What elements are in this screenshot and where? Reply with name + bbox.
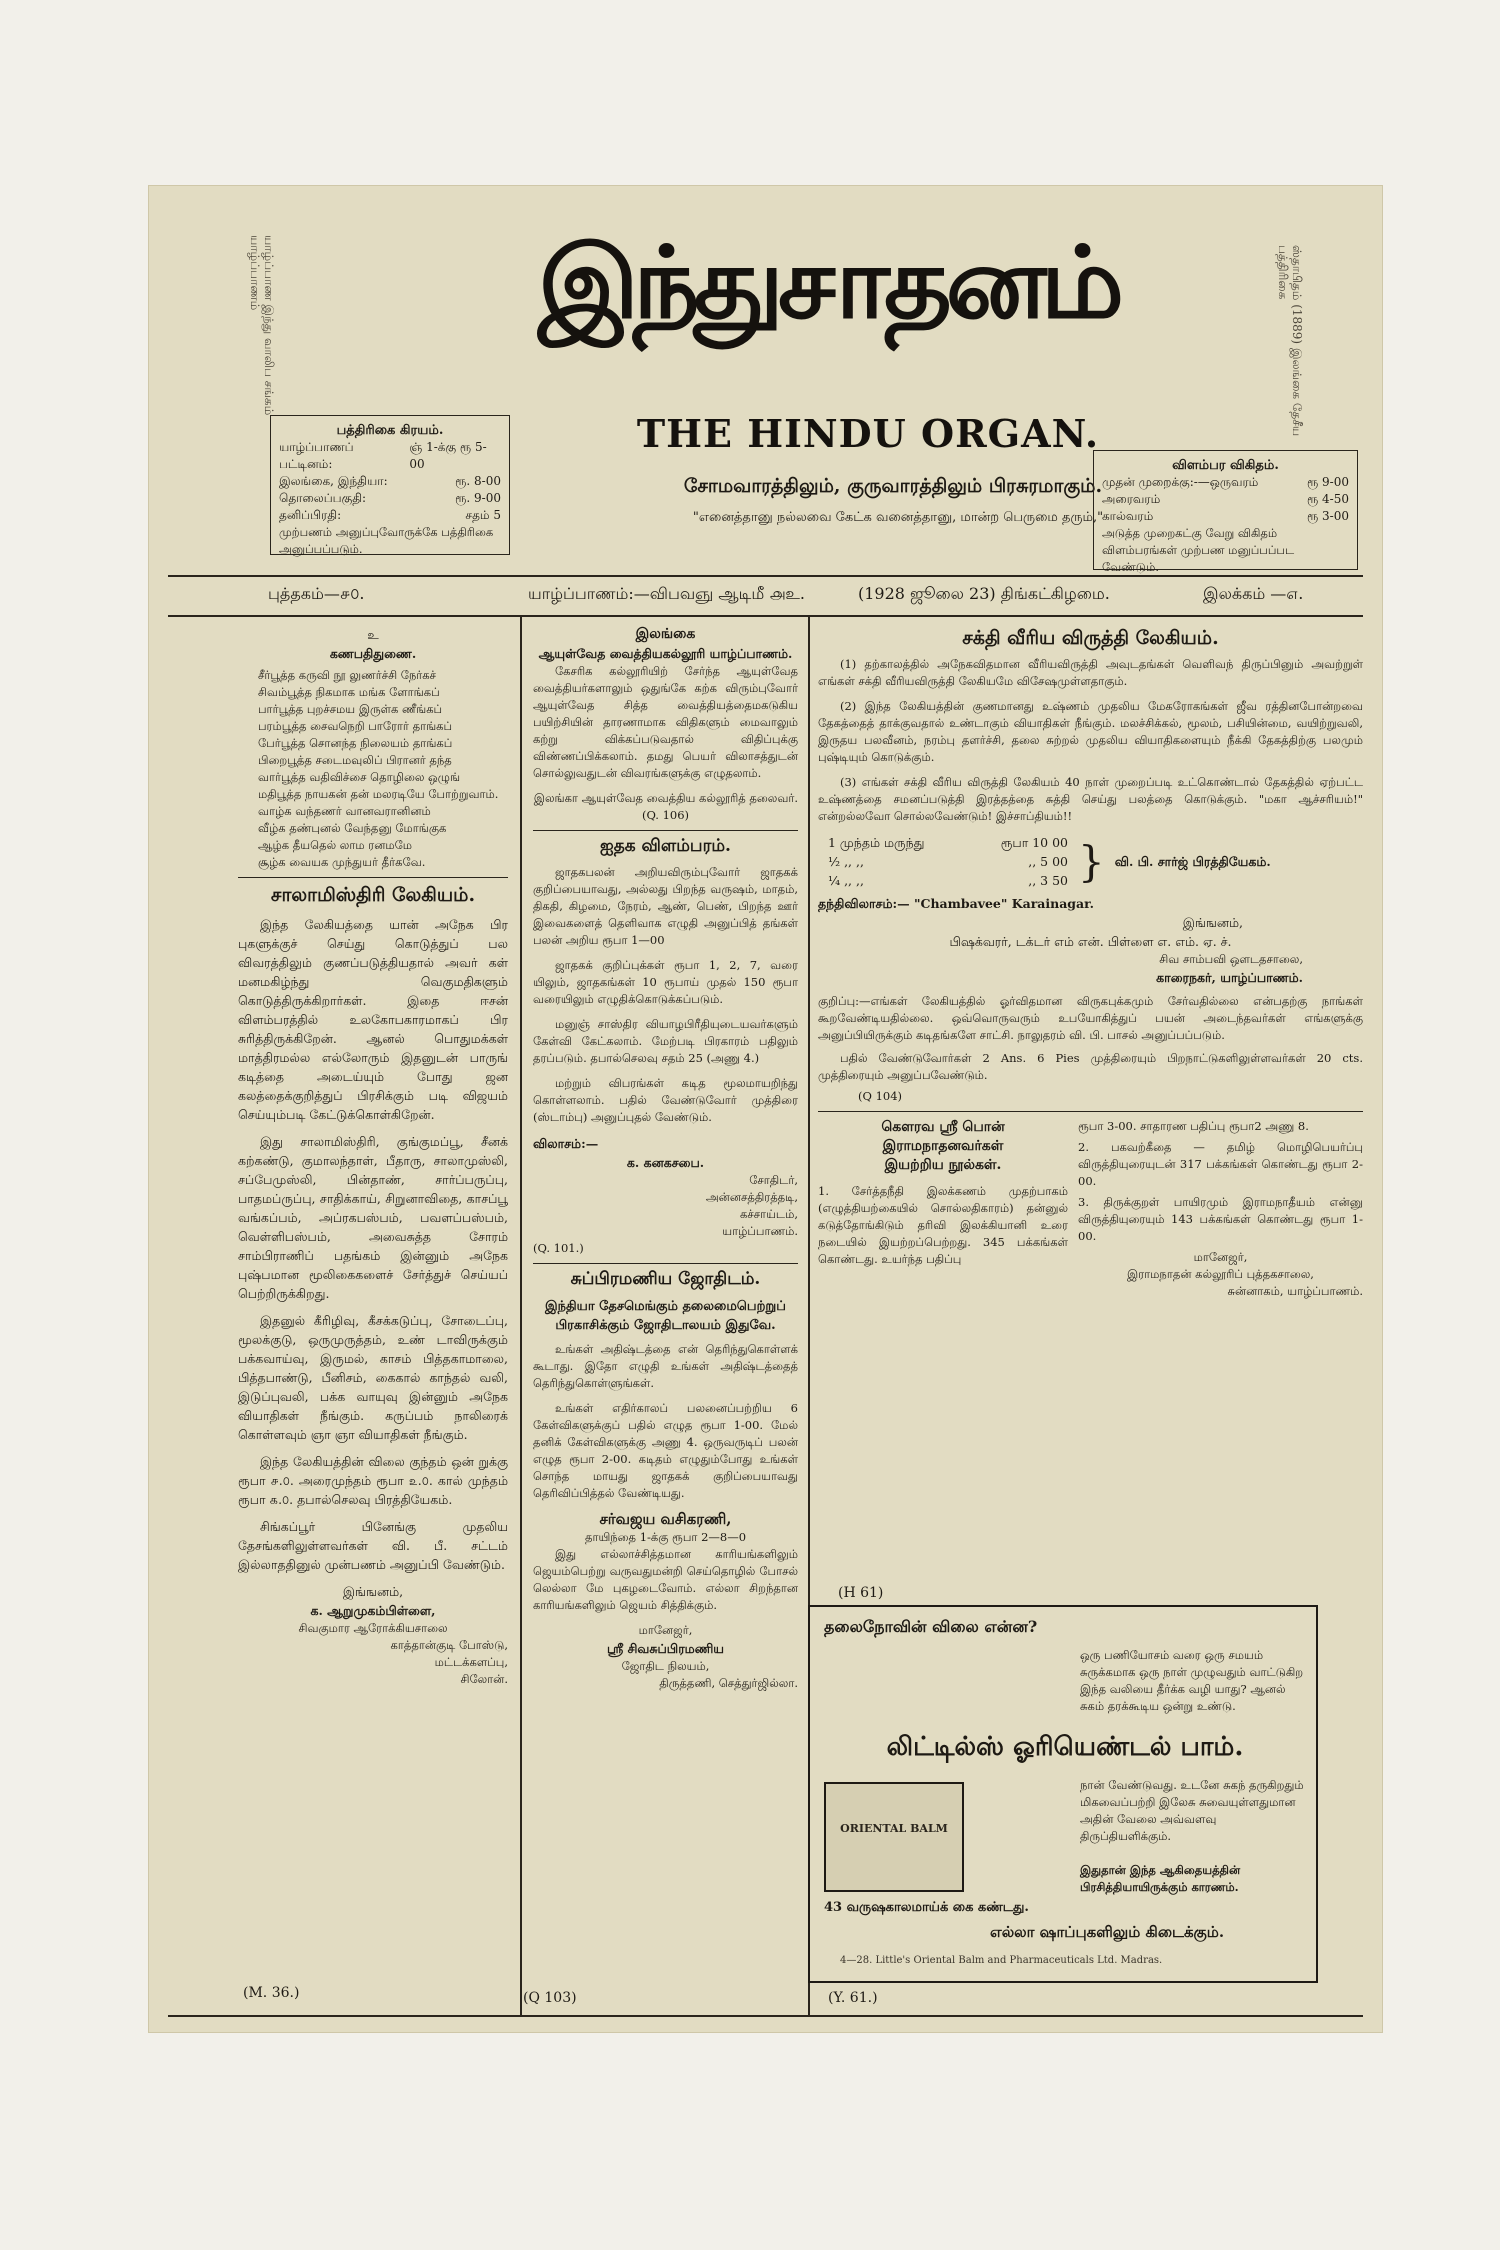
volume-number: புத்தகம்—௪௦. [268,584,365,603]
place-date-tamil: யாழ்ப்பாணம்:—விபவஞு ஆடிமீ ௮உ. [528,584,805,603]
sakthi-heading: சக்தி வீரிய விருத்தி லேகியம். [962,627,1219,649]
advert-text: நான் வேண்டுவது. உடனே சுகந் தருகிறதும் மிகவைப்பற்றி இலேசு சுவையுள்ளதுமான அதின் வேலை அவ்வளவு திருப்தியளிக்கும். [1080,1778,1304,1843]
oriental-balm-advert [808,1605,1318,1983]
jathaka-paragraph: ஜாதகபலன் அறியவிரும்புவோர் ஜாதகக் குறிப்பையாவது, அல்லது பிறந்த வருஷம், மாதம், திகதி, கிழமை, நேரம், ஆண், பெண், பிறந்த ஊர் இவைகளைத் தெளிவாக எழுதி அனுப்பித் தங்கள் பலன் அறிய ரூபா 1—00 [533,865,798,947]
signature-line: சிவகுமார ஆரோக்கியசாலை [298,1621,448,1635]
signature-line: இங்ஙனம், [1182,915,1243,930]
salamisri-heading: சாலாமிஸ்திரி லேகியம். [270,884,476,906]
masthead-title: இந்துசாதனம் [537,224,1119,341]
jathaka-paragraph: ஜாதகக் குறிப்புக்கள் ரூபா 1, 2, 7, வரை யிலும், ஜாதகங்கள் 10 ரூபாய் முதல் 150 ரூபா வரையிலும் எழுதிக்கொடுக்கப்படும். [533,958,798,1006]
price-note: வி. பி. சார்ஜ் பிரத்தியேகம். [1114,854,1271,869]
subramanya-paragraph: உங்கள் எதிர்காலப் பலனைப்பற்றிய 6 கேள்விகளுக்குப் பதில் எழுத ரூபா 1-00. மேல் தனிக் கேள்விகளுக்கு அணு 4. ஒருவருடிப் பலன் எழுத ரூபா 2-00. கடிதம் எழுதும்போது உங்கள் சொந்த மாயது ஜாதகக் குறிப்பையாவது தெரிவிப்பித்தல் வேண்டியது. [533,1401,798,1500]
advert-text: இதுதான் இந்த ஆகிதையத்தின் பிரசித்தியாயிருக்கும் காரணம். [1080,1863,1241,1894]
book-entry: ரூபா 3-00. சாதாரண பதிப்பு ரூபா2 அணு 8. [1078,1119,1309,1133]
advert-title: லிட்டில்ஸ் ஓரியெண்டல் பாம். [886,1732,1244,1762]
article-paragraph: சிங்கப்பூர் பினேங்கு முதலிய தேசங்களிலுள்ளவர்கள் வி. பீ. சட்டம் இல்லாததினுல் முன்பணம் அனுப்பி வேண்டும். [238,1519,508,1572]
issue-number: இலக்கம் —௭. [1203,584,1304,603]
subscription-row: யாழ்ப்பாணப் பட்டினம்: ஞ் 1-க்கு ரூ 5-00 [279,440,487,471]
telegram-address: தந்திவிலாசம்:— "Chambavee" Karainagar. [818,896,1094,911]
bottom-rule [168,2015,1363,2017]
brace-glyph: } [1078,836,1105,886]
subramanya-heading: சுப்பிரமணிய ஜோதிடம். [570,1269,761,1289]
advert-question: தலைநோவின் விலை என்ன? [824,1617,1038,1636]
column-1 [238,625,508,1688]
section-rule [238,877,508,878]
book-entry: 1. சேர்த்தநீதி இலக்கணம் முதற்பாகம் (எழுத்தியற்கையில் சொல்லதிகாரம்) தன்னுல் கடுத்தோங்கிடும் தரிவி இலக்கியானி உரை நடையில் இயற்றப்பெற்றது. 345 பக்கங்கள் கொண்டது. உயர்ந்த பதிப்பு [818,1184,1068,1266]
signature-line: இராமநாதன் கல்லூரிப் புத்தகசாலை, [1127,1267,1314,1281]
lanka-title: இலங்கை [635,626,696,642]
sarvajaya-text: இது எல்லாச்சித்தமான காரியங்களிலும் ஜெயம்பெற்று வருவதுமன்றி செய்தொழில் போசல் லெல்லா மே புகழடைவோம். எல்லா சிறந்தான காரியங்களிலும் ஜெயம் சித்திக்கும். [533,1547,798,1612]
advert-rates-box [1093,450,1358,574]
signature-name: ஸ்ரீ சிவசுப்பிரமணிய [606,1641,725,1656]
books-advert [818,1118,1363,1300]
address-line: சோதிடர், [749,1173,798,1187]
signature-line: காரைநகர், யாழ்ப்பாணம். [1156,970,1303,985]
masthead-english-title: THE HINDU ORGAN. [636,411,1100,456]
masthead-subtitle: சோமவாரத்திலும், குருவாரத்திலும் பிரசுரமாகும். [683,475,1103,497]
address-line: அன்னசத்திரத்தடி, [705,1190,798,1204]
ad-reference: (Y. 61.) [828,1990,878,2006]
signature-line: மானேஜர், [1193,1250,1248,1264]
article-paragraph: இதனுல் கீரிழிவு, கீசக்கடுப்பு, சோடைப்பு, மூலக்குடு, ஒருமுருத்தம், உண் டாவிருக்கும் பக்கவாய்வு, இருமல், காசம் பித்தகாமாலை, பித்தபாண்டு, பீனிசம், கைகால் காந்தல் வலி, இடுப்புவலி, பக்க வாயுவு இன்னும் அநேக வியாதிகள் நீங்கும். கருப்பம் நாலிரைக் கொள்ளவும் ஞா ஞா வியாதிகள் நீங்கும். [238,1313,508,1442]
advert-availability: எல்லா ஷாப்புகளிலும் கிடைக்கும். [990,1923,1225,1941]
jathaka-heading: ஐதக விளம்பரம். [600,836,731,856]
signature-line: மட்டக்களப்பு, [434,1655,508,1669]
subscription-row: தொலைப்பகுதி: ரூ. 9-00 [279,491,501,505]
section-rule [818,1111,1363,1112]
dateline-rule [168,615,1363,617]
dateline [168,580,1363,614]
address-line: கச்சாய்டம், [739,1207,798,1221]
column-2 [533,625,798,1692]
ad-reference: (Q 103) [523,1990,577,2006]
subscription-row: தனிப்பிரதி: சதம் 5 [279,508,501,522]
article-paragraph: இந்த லேகியத்தை யான் அநேக பிர புகளுக்குச் செய்து கொடுத்துப் பல விவரத்திலும் குணப்படுத்தியதால் அவர் கள் மனமகிழ்ந்து வெகுமதிகளும் கொடுத்திருக்கிறார்கள். இதை ஈசன் விளம்பரத்தில் உலகோபகாரமாகப் பிர சுரித்திருக்கிறேன். ஆனல் பொதுமக்கள் மாத்திரமல்ல எல்லோரும் இதனுடன் பாருங் கடித்தை அடைய்யும் போது ஜன கலத்தைக்குறித்துப் பிரசிக்கும் படி விஜயம் செய்யும்படி கேட்டுக்கொள்கிறேன். [238,917,508,1122]
ad-reference: (Q. 101.) [533,1241,584,1255]
subscription-row: இலங்கை, இந்தியா: ரூ. 8-00 [279,474,501,488]
balm-tin-image: ORIENTAL BALM [824,1782,964,1892]
advert-rates-title: விளம்பர விகிதம். [1172,458,1279,473]
subscription-box [270,415,510,555]
article-paragraph: இது சாலாமிஸ்திரி, குங்குமப்பூ, சீனக் கற்கண்டு, குமாலந்தாள், பீதாரு, சாலாமுஸ்லி, சப்பேமுஸ்லி, பின்தாண், சார்ப்பருப்பு, பாதமப்ருப்பு, சாதிக்காய், சிறுனாவிதை, காசப்பூ வங்கப்பம், அப்ரகபஸ்பம், பவளப்பஸ்பம், வெள்ளிபஸ்பம், அவைசுத்த சோரம் சாம்பிராணிப் பதங்கம் இன்னும் அநேக புஷ்பமான மூலிகைகளைச் சேர்த்துச் செய்யப் பெற்றிருக்கிறது. [238,1134,508,1301]
sakthi-paragraph: (2) இந்த லேகியத்தின் குணமானது உஷ்ணம் முதலிய மேகரோகங்கள் ஜீவ ரத்தினபோன்றவை தேகத்தைத் தாக்குவதால் உண்டாகும் வியாதிகள் நீங்கும். மலச்சிக்கல், மூலம், பசியின்மை, வயிற்றுவலி, இருதய பலவீனம், நரம்பு தளர்ச்சி, தலை சுற்றல் முதலிய வியாதிகளையும் நீக்கி தேகத்திற்கு பலமும் புஷ்டியும் கொடுக்கும். [818,699,1363,764]
books-title: இராமநாதனவர்கள் [882,1138,1004,1154]
invocation-verse: சீர்பூத்த கருவி நூ லுணர்ச்சி நேர்கச் சிவம்பூத்த நிகமாக மங்க ளோங்கப் பார்பூத்த புறச்சமய இருள்க ணீங்கப் பரம்பூத்த சைவநெறி பாரோர் தாங்கப் பேர்பூத்த சொனந்த நிலையம் தாங்கப் பிறைபூத்த சடைமவுலிப் பிரானர் தந்த வார்பூத்த வதிவிச்சை தொழிலை ஒழுங் மதிபூத்த நாயகன் தன் மலரடியே போற்றுவாம். வாழ்க வந்தணர் வானவரானினம் வீழ்க தண்புனல் வேந்தனு மோங்குக ஆழ்க தீயதெல் லாம ரனமமே சூழ்க வையக முந்துயர் தீர்கவே. [258,668,499,869]
price-row: ½ ,, ,, ,, 5 00 [828,854,1068,869]
masthead-rule [168,575,1363,577]
article-paragraph: இந்த லேகியத்தின் விலை குந்தம் ஒன் றுக்கு ரூபா ௪.௦. அரைமுந்தம் ரூபா ௨.௦. கால் முந்தம் ரூபா ௧.௦. தபால்செலவு பிரத்தியேகம். [238,1454,508,1507]
jathaka-paragraph: மனுஞ் சாஸ்திர வியாழபிரீதியுடையவர்களும் கேள்வி கேட்கலாம். மேற்படி பிரகாரம் பதிலும் தரப்படும். தபால்செலவு சதம் 25 (அணு 4.) [533,1017,798,1065]
price-row: 1 முந்தம் மருந்து ரூபா 10 00 [828,835,1068,850]
issue-date: (1928 ஜூலை 23) திங்கட்கிழமை. [858,584,1110,603]
note-paragraph: பதில் வேண்டுவோர்கள் 2 Ans. 6 Pies முத்திரையும் பிறநாட்டுகளிலுள்ளவர்கள் 20 cts. முத்திரையும் அனுப்பவேண்டும். [818,1051,1363,1082]
advert-rates-note: அடுத்த முறைகட்கு வேறு விகிதம் விளம்பரங்கள் முற்பண மனுப்பப்பட வேண்டும். [1102,526,1295,574]
sarvajaya-price: தாயிந்தை 1-க்கு ரூபா 2—8—0 [584,1530,747,1544]
books-title: கௌரவ ஸ்ரீ பொன் [881,1119,1005,1135]
address-name: க. கனகசபை. [626,1155,705,1170]
signature-line: மானேஜர், [638,1623,693,1637]
advert-rate-row: கால்வரம் ரூ 3-00 [1102,509,1349,523]
column-3 [818,625,1363,1300]
sakthi-paragraph: (1) தற்காலத்தில் அநேகவிதமான வீரியவிருத்தி அவுடதங்கள் வெளிவந் திருப்பினும் அவற்றுள் எங்கள் சக்தி வீரியவிருத்தி லேகியமே விசேஷமுள்ளதாகும். [818,657,1363,688]
signature-line: இங்ஙனம், [342,1584,404,1599]
sakthi-paragraph: (3) எங்கள் சக்தி வீரிய விருத்தி லேகியம் 40 நாள் முறைப்படி உட்கொண்டால் தேகத்தில் ஏற்பட்ட உஷ்ணத்தை சமனப்படுத்தி இரத்தத்தை சுத்தி செய்து பலத்தை கொடுக்கும். "மகா ஆச்சரியம்!" என்றல்லவோ சொல்லவேண்டும்! இச்சாப்தியம்!! [818,775,1363,823]
masthead-motto: "எனைத்தானு நல்லவை கேட்க வனைத்தானு, மான்ற பெருமை தரும்," [692,510,1104,525]
lanka-subtitle: ஆயுள்வேத வைத்தியகல்லூரி யாழ்ப்பாணம். [538,646,793,661]
advert-question-text: ஒரு பணியோசம் வரை ஒரு சமயம் சுருக்கமாக ஒரு நாள் முழுவதும் வாட்டுகிற இந்த வலியை தீர்க்க வழி யாது? ஆனல் சுகம் தரக்கூடிய ஒன்று உண்டு. [1080,1648,1304,1713]
jathaka-paragraph: மற்றும் விபரங்கள் கடித மூலமாயறிந்து கொள்ளலாம். பதில் வேண்டுவோர் முத்திரை (ஸ்டாம்பு) அனுப்புதல் வேண்டும். [533,1076,798,1124]
address-line: யாழ்ப்பாணம். [722,1224,798,1238]
sarvajaya-heading: சர்வஜய வசிகரணி, [599,1510,732,1528]
ad-reference: (H 61) [838,1585,884,1601]
signature-line: காத்தான்குடி போஸ்டு, [390,1638,508,1652]
signature-line: ஜோதிட நிலயம், [621,1659,710,1673]
advert-rate-row: அரைவரம் ரூ 4-50 [1102,492,1349,506]
advert-rate-row: முதன் முறைக்கு:-—ஒருவரம் ரூ 9-00 [1102,475,1349,489]
price-row: ¼ ,, ,, ,, 3 50 [828,873,1068,888]
ad-reference: (M. 36.) [243,1985,300,2001]
price-list [828,833,1363,890]
lanka-text: கேசரிக கல்லூரியிற் சேர்ந்த ஆயுள்வேத வைத்தியர்களாலும் ஒதுங்கே கற்க விரும்புவோர் ஆயுள்வேத சித்த வைத்தியத்தைமகடுகிய பயிற்சியின் தாரணாமாக விதிகளும் மைவாலும் கற்று விக்கப்படுவதால் விதிப்புக்கு விண்ணப்பிக்கலாம். தமது பெயர் விலாசத்துடன் சொல்லுவதுடன் விவரங்களுக்கு எழுதலாம். [533,664,798,780]
note-paragraph: குறிப்பு:—எங்கள் லேகியத்தில் ஓர்விதமான விருகபுக்கமும் சேர்வதில்லை என்பதற்கு நாங்கள் கூறவேண்டியதில்லை. ஒவ்வொருவரும் உபயோகித்துப் பயன் அடைந்தவர்கள் எங்களுக்கு அனுப்பியிருக்கும் கடிதங்களே சாட்சி. நாலுதரம் வி. பி. பாசல் அனுப்பப்படும். [818,994,1363,1042]
books-title: இயற்றிய நூல்கள். [884,1157,1002,1173]
ad-reference: (Q 104) [858,1089,903,1103]
newspaper-page [148,185,1383,2033]
subscription-title: பத்திரிகை கிரயம். [336,423,444,438]
signature-line: திருத்தணி, செத்துர்ஜில்லா. [659,1676,798,1690]
right-margin-text: ஸ்தாபிதம் (1889) இலங்கை தேசீய பத்திரிகை [1276,245,1304,437]
signature-line: சிவ சாம்பவி ஒளடதசாலை, [1159,952,1303,966]
column-divider [520,617,522,2017]
advert-footer: 4—28. Little's Oriental Balm and Pharmaceuticals Ltd. Madras. [840,1955,1163,1966]
signature-name: க. ஆறுமுகம்பிள்ளை, [310,1603,436,1618]
advert-years: 43 வருஷகாலமாய்க் கை கண்டது. [824,1900,1029,1915]
subscription-note: முற்பணம் அனுப்புவோருக்கே பத்திரிகை அனுப்பப்படும். [279,525,494,556]
subramanya-subheading: இந்தியா தேசமெங்கும் தலைமைபெற்றுப் பிரகாசிக்கும் ஜோதிடாலயம் இதுவே. [545,1299,786,1333]
section-rule [533,830,798,831]
address-label: விலாசம்:— [533,1136,599,1151]
invocation-text: கணபதிதுணை. [329,646,417,661]
signature-line: சுன்னாகம், யாழ்ப்பாணம். [1227,1284,1363,1298]
lanka-signature: இலங்கா ஆயுள்வேத வைத்திய கல்லூரித் தலைவர். [533,791,798,805]
book-entry: 3. திருக்குறள் பாயிரமும் இராமநாதீயம் என்னு விருத்தியுரையும் 143 பக்கங்கள் கொண்டது ரூபா 1-00. [1078,1195,1363,1243]
subramanya-paragraph: உங்கள் அதிஷ்டத்தை என் தெரிந்துகொள்ளக் கூடாது. இதோ எழுதி உங்கள் அதிஷ்டத்தைத் தெரிந்துகொள்ளுங்கள். [533,1342,798,1390]
invocation-symbol: உ [367,627,379,642]
section-rule [533,1263,798,1264]
signature-name: பிஷக்வரர், டக்டர் எம் என். பிள்ளை எ. எம். ஏ. ச். [949,934,1232,949]
signature-line: சிலோன். [460,1672,508,1686]
book-entry: 2. பகவற்கீதை — தமிழ் மொழிபெயர்ப்பு விருத்தியுரையுடன் 317 பக்கங்கள் கொண்டது ரூபா 2-00. [1078,1140,1363,1188]
left-margin-text: யாழ்ப்பாண இந்து வாலிப சங்கம் யாழ்ப்பாணம் [248,235,276,416]
ad-reference: (Q. 106) [641,808,690,822]
